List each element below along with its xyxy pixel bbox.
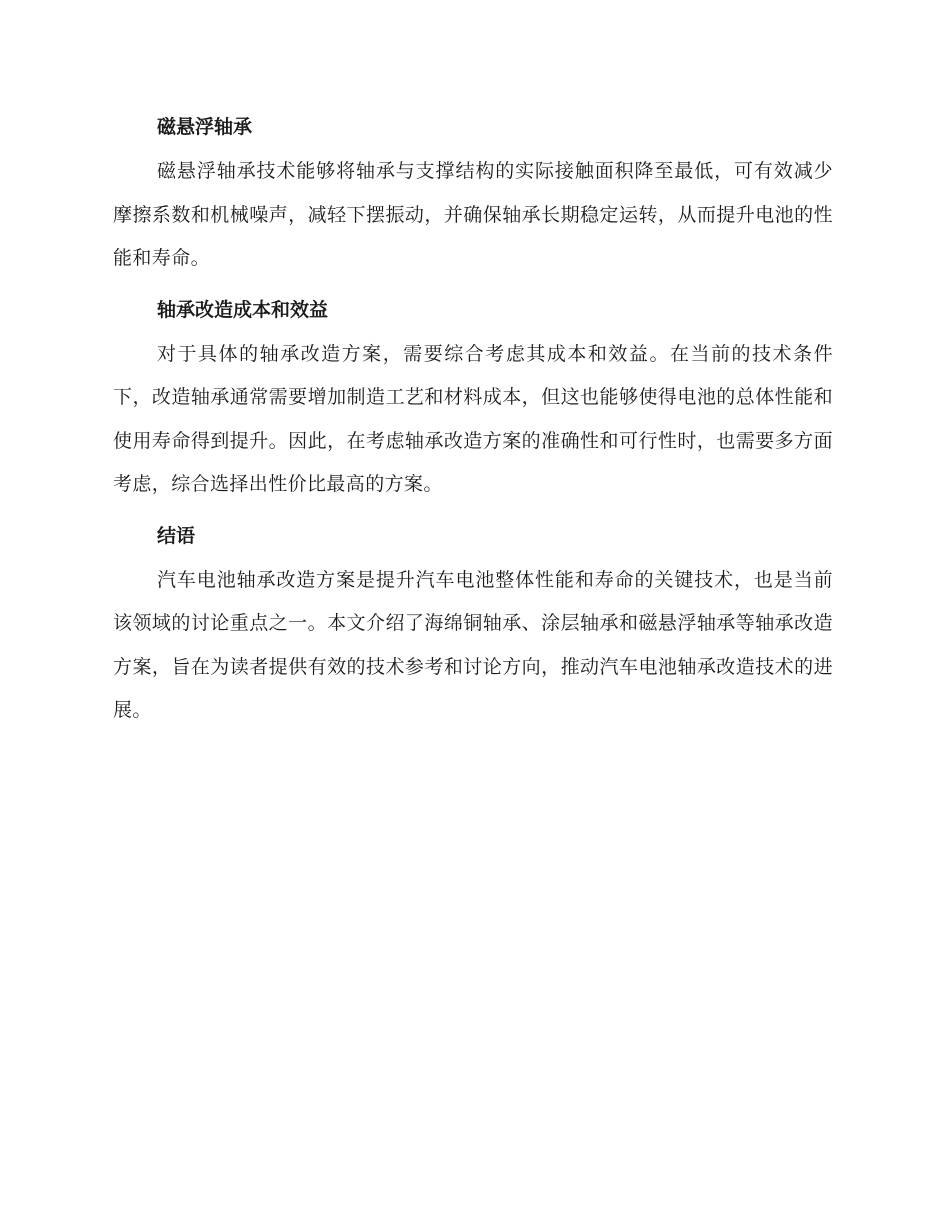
section-paragraph-maglev-bearing: 磁悬浮轴承技术能够将轴承与支撑结构的实际接触面积降至最低，可有效减少摩擦系数和机械噪声，减轻下摆振动，并确保轴承长期稳定运转，从而提升电池的性能和寿命。 [113,160,833,269]
section-paragraph-cost-benefit: 对于具体的轴承改造方案，需要综合考虑其成本和效益。在当前的技术条件下，改造轴承通常需要增加制造工艺和材料成本，但这也能够使得电池的总体性能和使用寿命得到提升。因此，在考虑轴承改造方案的准确性和可行性时，也需要多方面考虑，综合选择出性价比最高的方案。 [113,342,833,495]
section-heading-maglev-bearing: 磁悬浮轴承 [157,116,253,138]
section-heading-conclusion: 结语 [157,524,196,547]
section-heading-cost-benefit: 轴承改造成本和效益 [157,298,329,321]
document-page [113,104,833,739]
section-paragraph-conclusion: 汽车电池轴承改造方案是提升汽车电池整体性能和寿命的关键技术，也是当前该领域的讨论重点之一。本文介绍了海绵铜轴承、涂层轴承和磁悬浮轴承等轴承改造方案，旨在为读者提供有效的技术参考和讨论方向，推动汽车电池轴承改造技术的进展。 [113,568,833,721]
